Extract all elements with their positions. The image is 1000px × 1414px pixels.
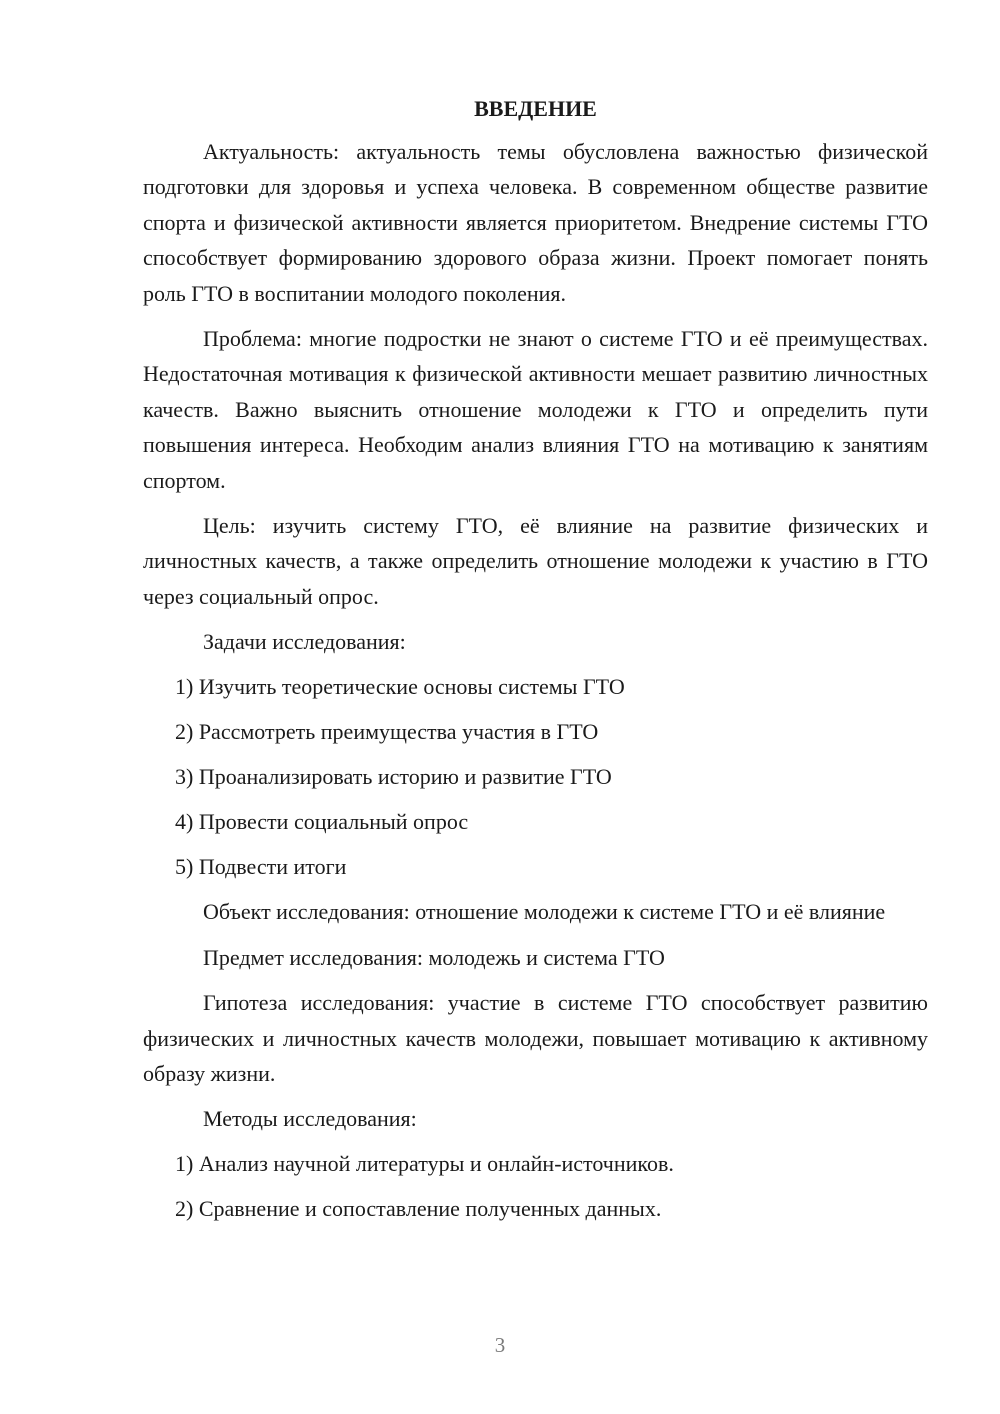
list-item: 2) Рассмотреть преимущества участия в ГТО: [175, 719, 599, 745]
relevance-paragraph: Актуальность: актуальность темы обусловлена важностью физической подготовки для здоровья и успеха человека. В современном обществе развитие спорта и физической активности является приоритетом. Внедрение системы ГТО способствует формированию здорового образа жизни. Проект помогает понять роль ГТО в воспитании молодого поколения.: [143, 139, 928, 306]
subject-paragraph: Предмет исследования: молодежь и система ГТО: [203, 944, 665, 970]
goal-paragraph: Цель: изучить систему ГТО, её влияние на развитие физических и личностных качеств, а также определить отношение молодежи к участию в ГТО через социальный опрос.: [143, 513, 928, 609]
methods-heading: Методы исследования:: [203, 1106, 417, 1132]
document-page: [143, 92, 928, 1236]
object-paragraph: Объект исследования: отношение молодежи к системе ГТО и её влияние: [203, 899, 886, 925]
problem-paragraph: Проблема: многие подростки не знают о системе ГТО и её преимуществах. Недостаточная мотивация к физической активности мешает развитию личностных качеств. Важно выяснить отношение молодежи к ГТО и определить пути повышения интереса. Необходим анализ влияния ГТО на мотивацию к занятиям спортом.: [143, 326, 928, 493]
tasks-heading: Задачи исследования:: [203, 629, 406, 655]
list-item: 3) Проанализировать историю и развитие ГТО: [175, 764, 612, 790]
page-number: 3: [494, 1333, 506, 1357]
hypothesis-paragraph: Гипотеза исследования: участие в системе ГТО способствует развитию физических и личностных качеств молодежи, повышает мотивацию к активному образу жизни.: [143, 990, 928, 1086]
list-item: 2) Сравнение и сопоставление полученных данных.: [175, 1196, 662, 1222]
list-item: 5) Подвести итоги: [175, 854, 347, 880]
list-item: 1) Изучить теоретические основы системы ГТО: [175, 674, 625, 700]
list-item: 4) Провести социальный опрос: [175, 809, 469, 835]
tasks-list: [143, 669, 928, 884]
methods-list: [143, 1146, 928, 1226]
page-title: ВВЕДЕНИЕ: [474, 96, 597, 121]
list-item: 1) Анализ научной литературы и онлайн-источников.: [175, 1151, 674, 1177]
